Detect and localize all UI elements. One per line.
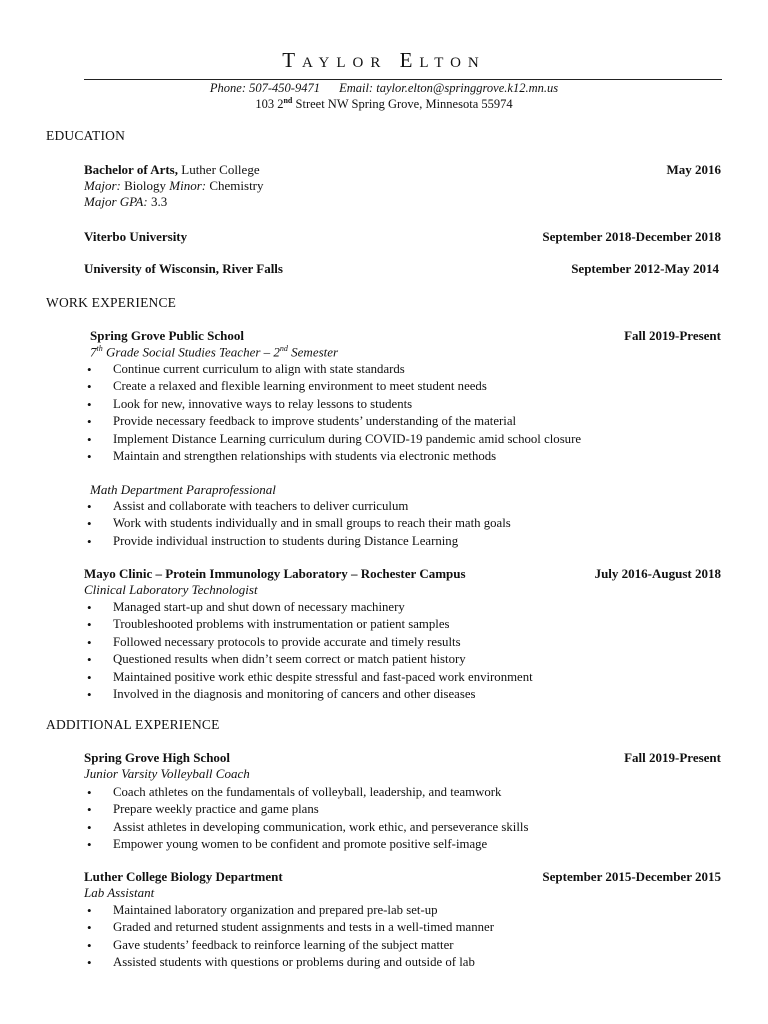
- minor-value: Chemistry: [206, 178, 264, 193]
- job-title-part: Grade Social Studies Teacher – 2: [102, 344, 280, 360]
- duty-item: • Create a relaxed and flexible learning environment to meet student needs: [84, 378, 581, 395]
- job-title: [90, 344, 338, 360]
- job-header-row: [84, 566, 721, 582]
- job-title-part: 7: [90, 344, 97, 360]
- employer-name: Luther College Biology Department: [84, 869, 283, 884]
- duty-item: • Coach athletes on the fundamentals of volleyball, leadership, and teamwork: [84, 784, 528, 801]
- duty-item: • Maintain and strengthen relationships with students via electronic methods: [84, 448, 581, 465]
- school-dates: September 2012-May 2014: [571, 261, 719, 276]
- duty-item: • Look for new, innovative ways to relay lessons to students: [84, 396, 581, 413]
- school-dates: September 2018-December 2018: [542, 229, 721, 244]
- duty-item: • Involved in the diagnosis and monitoring of cancers and other diseases: [84, 686, 533, 703]
- school-name: University of Wisconsin, River Falls: [84, 261, 283, 276]
- job-dates: July 2016-August 2018: [594, 566, 721, 581]
- degree-title: Bachelor of Arts,: [84, 162, 178, 177]
- work-experience-heading: WORK EXPERIENCE: [46, 295, 177, 310]
- duty-item: • Gave students’ feedback to reinforce learning of the subject matter: [84, 937, 494, 954]
- duty-item: • Maintained laboratory organization and prepared pre-lab set-up: [84, 902, 494, 919]
- job-title-ordinal: th: [96, 344, 103, 353]
- phone-label: Phone:: [209, 81, 246, 95]
- address-line: [0, 96, 768, 112]
- duty-item: • Questioned results when didn’t seem correct or match patient history: [84, 651, 533, 668]
- job-title-part: Semester: [287, 344, 339, 360]
- job-title: Math Department Paraprofessional: [90, 482, 276, 497]
- school-name: Viterbo University: [84, 229, 188, 244]
- gpa-line: [84, 194, 167, 210]
- job-title: Junior Varsity Volleyball Coach: [84, 766, 250, 781]
- duty-item: • Assisted students with questions or problems during and outside of lab: [84, 954, 494, 971]
- phone-number[interactable]: 507-450-9471: [249, 81, 320, 95]
- degree-date: May 2016: [666, 162, 721, 177]
- job-dates: September 2015-December 2015: [542, 869, 721, 884]
- duty-item: • Implement Distance Learning curriculum during COVID-19 pandemic amid school closure: [84, 431, 581, 448]
- employer-name: Mayo Clinic – Protein Immunology Laboratory – Rochester Campus: [84, 566, 466, 581]
- major-value: Biology: [120, 178, 170, 193]
- address-ordinal: nd: [283, 96, 293, 105]
- duty-item: • Managed start-up and shut down of necessary machinery: [84, 599, 533, 616]
- duty-item: • Maintained positive work ethic despite stressful and fast-paced work environment: [84, 669, 533, 686]
- duty-item: • Troubleshooted problems with instrumentation or patient samples: [84, 616, 533, 633]
- gpa-label: Major GPA:: [84, 194, 148, 209]
- job-duties-list: [84, 784, 528, 854]
- duty-item: • Provide necessary feedback to improve students’ understanding of the material: [84, 413, 581, 430]
- job-header-row: [84, 750, 721, 766]
- duty-item: • Assist athletes in developing communication, work ethic, and perseverance skills: [84, 819, 528, 836]
- job-duties-list: [84, 361, 581, 465]
- address-part: Street NW Spring Grove, Minnesota 55974: [292, 97, 513, 112]
- duty-item: • Empower young women to be confident and promote positive self-image: [84, 836, 528, 853]
- employer-name: Spring Grove Public School: [90, 328, 244, 343]
- job-title: Lab Assistant: [84, 885, 155, 900]
- contact-line: [0, 81, 768, 96]
- education-school-row: [84, 261, 719, 277]
- duty-item: • Provide individual instruction to students during Distance Learning: [84, 533, 511, 550]
- major-label: Major:: [84, 178, 121, 193]
- email-address[interactable]: taylor.elton@springgrove.k12.mn.us: [376, 81, 559, 95]
- header-divider: [84, 79, 722, 80]
- degree-school: Luther College: [178, 162, 260, 177]
- job-duties-list: [84, 599, 533, 703]
- job-dates: Fall 2019-Present: [624, 750, 721, 765]
- job-duties-list: [84, 498, 511, 550]
- major-minor-line: [84, 178, 264, 194]
- duty-item: • Followed necessary protocols to provide accurate and timely results: [84, 634, 533, 651]
- education-degree-row: [84, 162, 721, 178]
- job-header-row: [84, 869, 721, 885]
- job-title: Clinical Laboratory Technologist: [84, 582, 258, 597]
- candidate-name: Taylor Elton: [282, 48, 486, 72]
- job-duties-list: [84, 902, 494, 972]
- job-header-row: [90, 328, 721, 344]
- additional-experience-heading: ADDITIONAL EXPERIENCE: [46, 717, 220, 732]
- education-school-row: [84, 229, 721, 245]
- education-heading: EDUCATION: [46, 128, 126, 143]
- duty-item: • Assist and collaborate with teachers to deliver curriculum: [84, 498, 511, 515]
- gpa-value: 3.3: [147, 194, 168, 209]
- job-title-ordinal: nd: [279, 344, 288, 353]
- email-label: Email:: [339, 81, 374, 95]
- minor-label: Minor:: [169, 178, 207, 193]
- duty-item: • Prepare weekly practice and game plans: [84, 801, 528, 818]
- duty-item: • Continue current curriculum to align with state standards: [84, 361, 581, 378]
- job-dates: Fall 2019-Present: [624, 328, 721, 343]
- employer-name: Spring Grove High School: [84, 750, 231, 765]
- address-part: 103 2: [255, 97, 284, 112]
- duty-item: • Work with students individually and in small groups to reach their math goals: [84, 515, 511, 532]
- duty-item: • Graded and returned student assignments and tests in a well-timed manner: [84, 919, 494, 936]
- degree-line: [84, 162, 260, 178]
